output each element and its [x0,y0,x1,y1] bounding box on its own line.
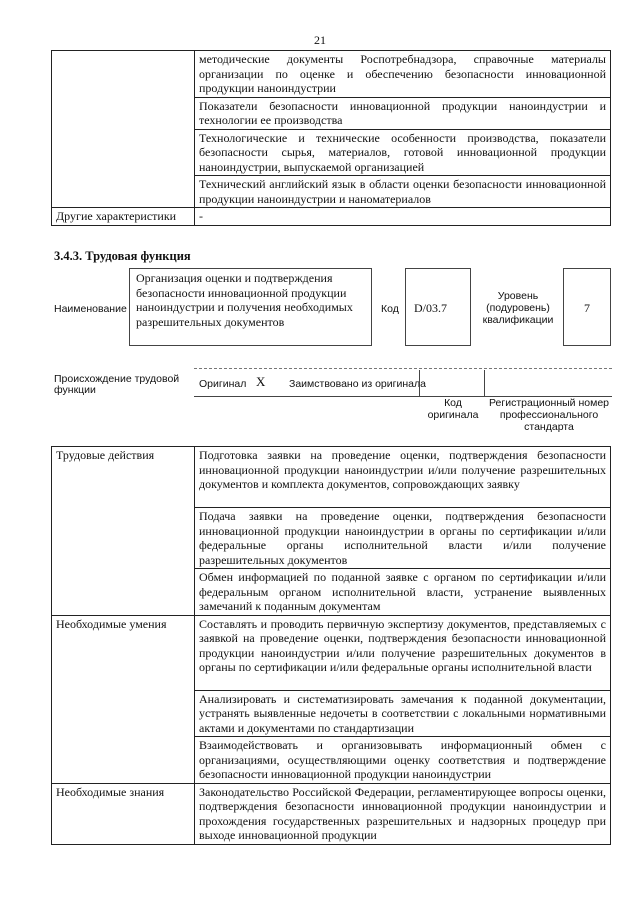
main-table [51,446,611,845]
function-name: Организация оценки и подтверждения безопасности инновационной продукции наноиндустрии и получения необходимых разрешительных документов [136,271,353,329]
other-characteristics-label: Другие характеристики [52,208,195,226]
level-label: Уровень (подуровень) квалификации [482,290,554,326]
code-box [405,268,471,346]
code-caption: Код оригинала [427,397,479,421]
top-table-left-cell [52,51,195,208]
table-cell: Составлять и проводить первичную экспертизу документов, представляемых с заявкой на проведение оценки, подтверждения безопасности инновационной продукции наноиндустрии и/или получение разрешительных документов в органы по сертификации и/или федеральные органы исполнительной власти [195,615,611,690]
origin-label: Происхождение трудовой функции [54,373,180,396]
table-cell: Обмен информацией по поданной заявке с органом по сертификации и/или федеральным органом исполнительной власти, устранение выявленных замечаний к поданным документам [195,569,611,616]
page-number: 21 [314,33,326,47]
original-mark: X [256,374,266,389]
table-cell: методические документы Роспотребнадзора, справочные материалы организации по оценке и обеспечению безопасности инновационной продукции наноиндустрии [195,51,611,98]
dash-line [194,368,612,369]
name-label: Наименование [54,303,127,315]
reg-caption: Регистрационный номер профессионального стандарта [489,397,609,433]
knowledge-label: Необходимые знания [52,783,195,844]
labor-actions-label: Трудовые действия [52,447,195,616]
table-cell: Законодательство Российской Федерации, регламентирующее вопросы оценки, подтверждения безопасности инновационной продукции наноиндустрии и прохождения государственных разрешительных и надзорных процедур при выходе инновационной продукции [195,783,611,844]
level-box [563,268,611,346]
table-cell: - [195,208,611,226]
section-title: 3.4.3. Трудовая функция [54,249,191,263]
divider [484,370,485,396]
table-cell: Взаимодействовать и организовывать информационный обмен с организациями, осуществляющими оценку соответствия и подтверждение безопасности инновационной продукции наноиндустрии [195,737,611,784]
level-value: 7 [584,301,590,315]
table-cell: Технологические и технические особенности производства, показатели безопасности сырья, материалов, готовой инновационной продукции наноиндустрии, выпускаемой организацией [195,129,611,176]
table-cell: Анализировать и систематизировать замечания к поданной документации, устранять выявленные недочеты в соответствии с локальными нормативными актами и документами по стандартизации [195,690,611,737]
table-cell: Подача заявки на проведение оценки, подтверждения безопасности инновационной продукции наноиндустрии в органы по сертификации и/или федеральные органы исполнительной власти и/или получение разрешительных документов [195,508,611,569]
skills-label: Необходимые умения [52,615,195,783]
divider [419,370,420,396]
code-value: D/03.7 [414,301,447,315]
code-label: Код [381,303,399,315]
table-cell: Подготовка заявки на проведение оценки, подтверждения безопасности инновационной продукции наноиндустрии и/или получение разрешительных документов и комплекта документов, сопровождающих заявку [195,447,611,508]
table-cell: Технический английский язык в области оценки безопасности инновационной продукции наноиндустрии и наноматериалов [195,176,611,208]
borrowed-label: Заимствовано из оригинала [289,378,426,390]
original-label: Оригинал [199,378,247,390]
top-table [51,50,611,226]
function-name-box [129,268,372,346]
table-cell: Показатели безопасности инновационной продукции наноиндустрии и технологии ее производства [195,97,611,129]
